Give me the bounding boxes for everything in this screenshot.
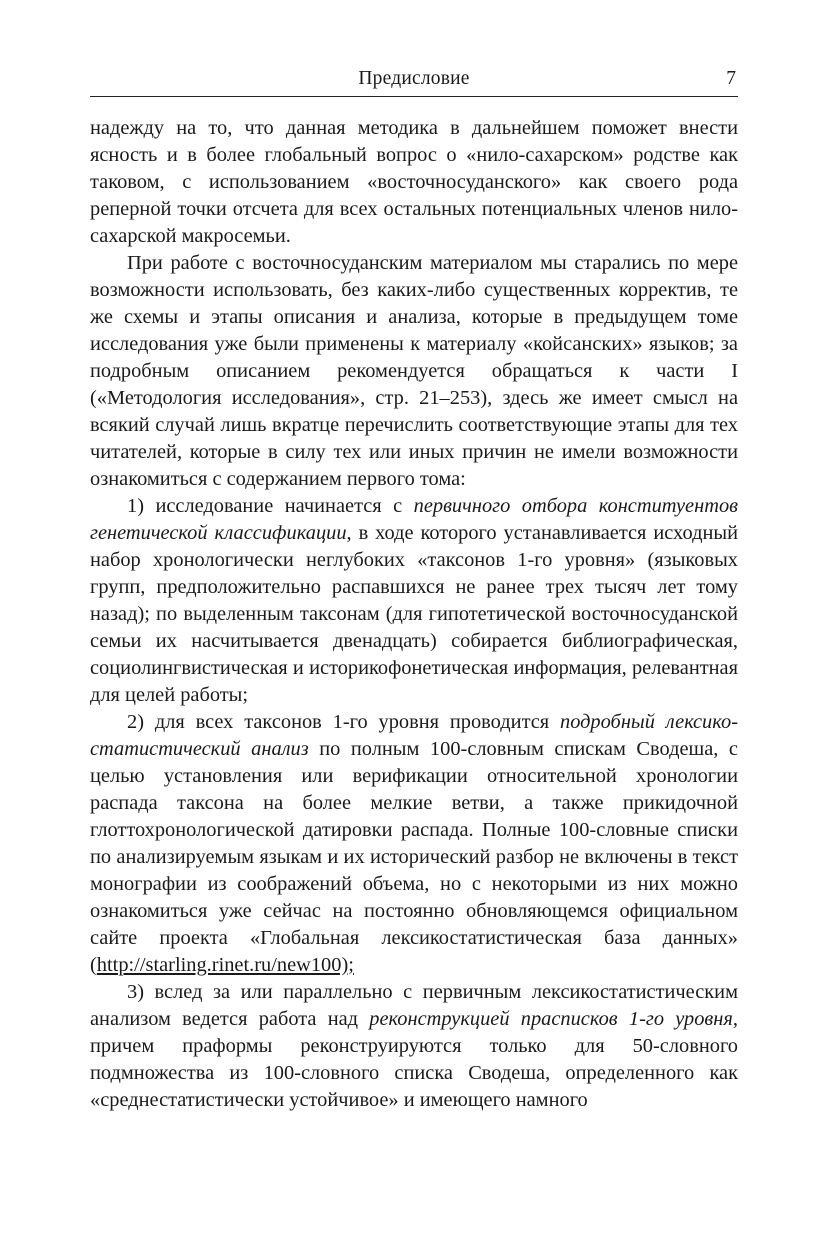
step-3-text-after: , причем праформы реконструируются только для 50-словного подмножества из 100-словного списка Сводеша, определенного как «среднестатистически устойчивое» и имеющего намного — [90, 1008, 738, 1111]
step-1-text-before: 1) исследование начинается с — [127, 495, 414, 517]
step-3-text-before: 3) вслед за или параллельно с первичным лексикостатистическим анализом ведется работа над — [90, 981, 738, 1030]
step-1-italic-term: первичного отбора конституентов генетической классификации — [90, 495, 738, 544]
step-2-text-before: 2) для всех таксонов 1-го уровня проводится — [127, 711, 560, 733]
paragraph-methodology: При работе с восточносуданским материалом мы старались по мере возможности использовать, без каких-либо существенных корректив, те же схемы и этапы описания и анализа, которые в предыдущем томе исследования уже были применены к материалу «койсанских» языков; за подробным описанием рекомендуется обращаться к части I («Методология исследования», стр. 21–253), здесь же имеет смысл на всякий случай лишь вкратце перечислить соответствующие этапы для тех читателей, которые в силу тех или иных причин не имели возможности ознакомиться с содержанием первого тома: — [90, 252, 738, 490]
book-page — [90, 64, 738, 1114]
step-1-text-after: , в ходе которого устанавливается исходный набор хронологически неглубоких «таксонов 1-го уровня» (языковых групп, предположительно распавшихся не ранее трех тысяч лет тому назад); по выделенным таксонам (для гипотетической восточносуданской семьи их насчитывается двенадцать) собирается библиографическая, социолингвистическая и историкофонетическая информация, релевантная для целей работы; — [90, 522, 738, 706]
step-3-italic-term: реконструкцией прасписков 1-го уровня — [369, 1008, 733, 1030]
database-url-link[interactable]: http://starling.rinet.ru/new100); — [96, 954, 354, 976]
paragraph-step-1 — [90, 493, 738, 709]
page-number: 7 — [726, 68, 736, 89]
paragraph-continuation: надежду на то, что данная методика в дальнейшем поможет внести ясность и в более глобальный вопрос о «нило-сахарском» родстве как таковом, с использованием «восточносуданского» как своего рода реперной точки отсчета для всех остальных потенциальных членов нило-сахарской макросемьи. — [90, 117, 738, 247]
running-header — [90, 64, 738, 97]
step-2-text-after: по полным 100-словным спискам Сводеша, с целью установления или верификации относительной хронологии распада таксона на более мелкие ветви, а также прикидочной глоттохронологической датировки распада. Полные 100-словные списки по анализируемым языкам и их исторический разбор не включены в текст монографии из соображений объема, но с некоторыми из них можно ознакомиться уже сейчас на постоянно обновляющемся официальном сайте проекта «Глобальная лексикостатистическая база данных» ( — [90, 738, 738, 976]
paragraph-step-2 — [90, 709, 738, 979]
header-title: Предисловие — [358, 68, 470, 89]
paragraph-step-3 — [90, 979, 738, 1114]
body-text — [90, 115, 738, 1114]
step-2-italic-term: подробный лексикостатистический анализ — [90, 711, 738, 760]
